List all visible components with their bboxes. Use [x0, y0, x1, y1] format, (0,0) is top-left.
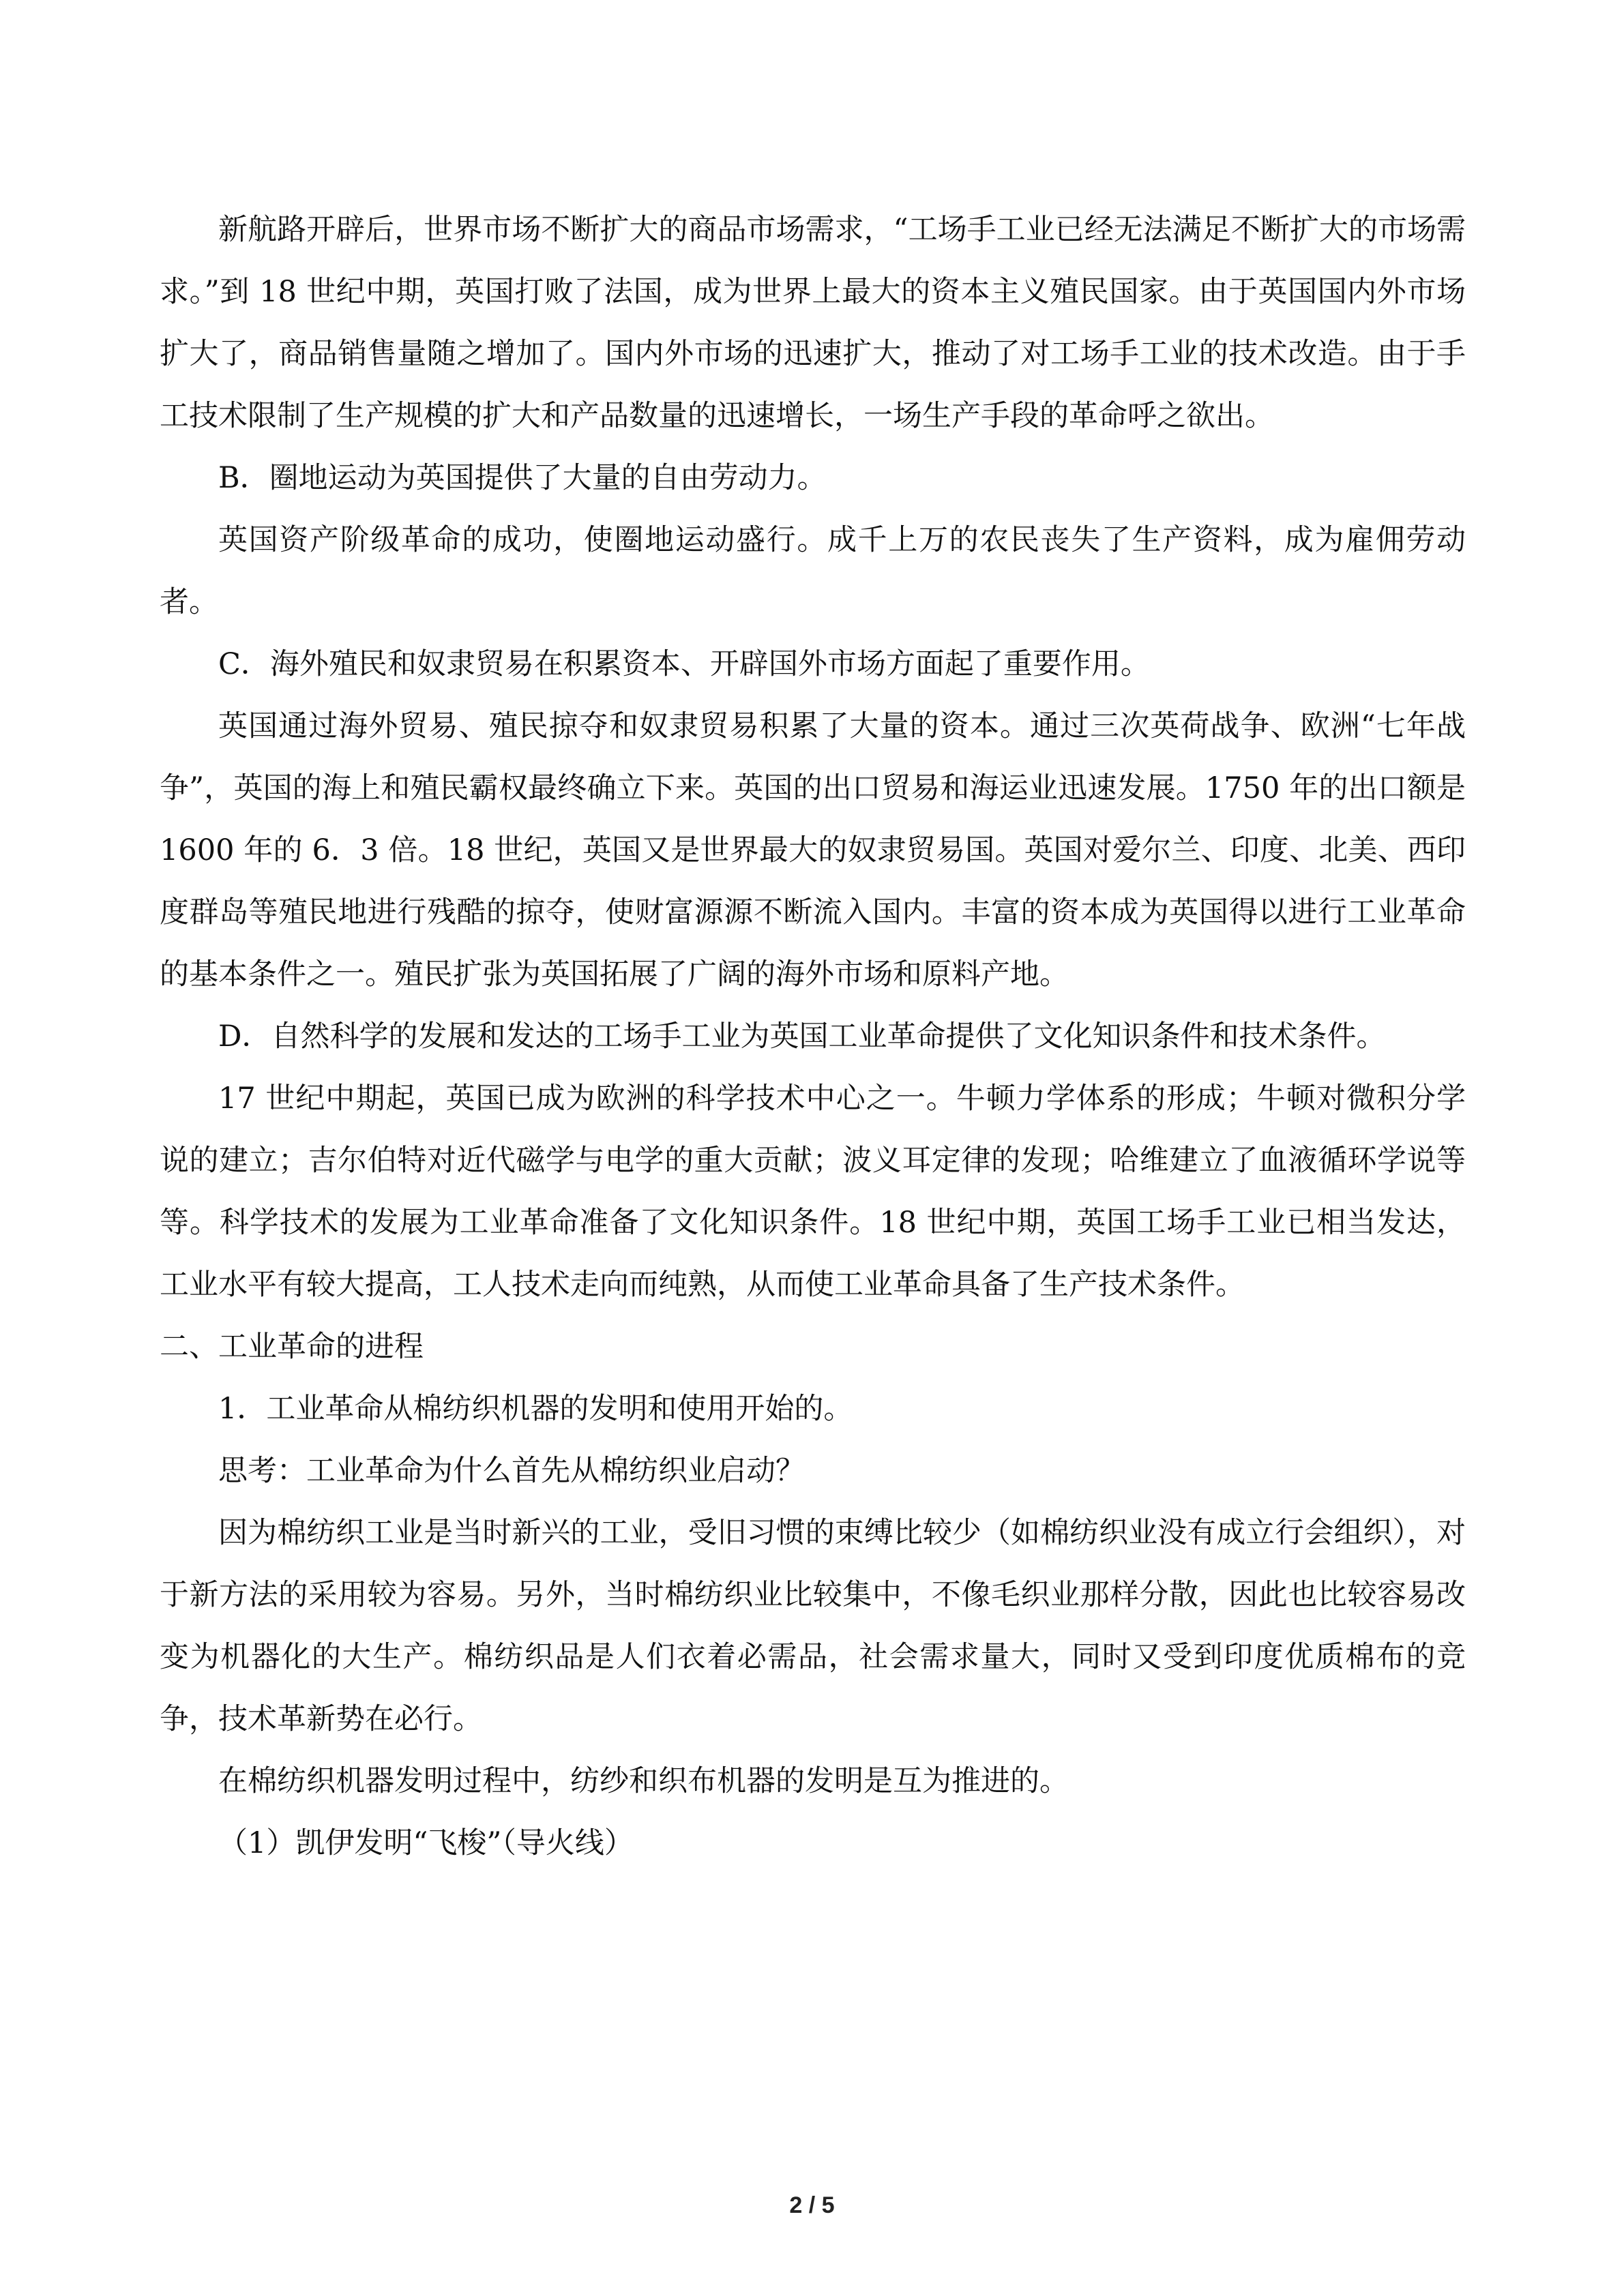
- paragraph-enclosure-heading: B．圈地运动为英国提供了大量的自由劳动力。: [218, 461, 827, 495]
- page-number: 2 / 5: [789, 2192, 835, 2218]
- paragraph-colonial-heading: C．海外殖民和奴隶贸易在积累资本、开辟国外市场方面起了重要作用。: [218, 647, 1150, 681]
- paragraph-market-demand: 新航路开辟后，世界市场不断扩大的商品市场需求，“工场手工业已经无法满足不断扩大的市场需求。”到 18 世纪中期，英国打败了法国，成为世界上最大的资本主义殖民国家。由于英国国内外市场扩大了，商品销售量随之增加了。国内外市场的迅速扩大，推动了对工场手工业的技术改造。由于手工技术限制了生产规模的扩大和产品数量的迅速增长，一场生产手段的革命呼之欲出。: [160, 213, 1466, 433]
- paragraph-colonial-body: 英国通过海外贸易、殖民掠夺和奴隶贸易积累了大量的资本。通过三次英荷战争、欧洲“七年战争”，英国的海上和殖民霸权最终确立下来。英国的出口贸易和海运业迅速发展。1750 年的出口额是 1600 年的 6．3 倍。18 世纪，英国又是世界最大的奴隶贸易国。英国对爱尔兰、印度、北美、西印度群岛等殖民地进行残酷的掠夺，使财富源源不断流入国内。丰富的资本成为英国得以进行工业革命的基本条件之一。殖民扩张为英国拓展了广阔的海外市场和原料产地。: [160, 709, 1466, 992]
- paragraph-cotton-reason: 因为棉纺织工业是当时新兴的工业，受旧习惯的束缚比较少（如棉纺织业没有成立行会组织），对于新方法的采用较为容易。另外，当时棉纺织业比较集中，不像毛织业那样分散，因此也比较容易改变为机器化的大生产。棉纺织品是人们衣着必需品，社会需求量大，同时又受到印度优质棉布的竞争，技术革新势在必行。: [160, 1516, 1466, 1736]
- paragraph-science-heading: D．自然科学的发展和发达的工场手工业为英国工业革命提供了文化知识条件和技术条件。: [218, 1019, 1386, 1054]
- paragraph-invention-process: 在棉纺织机器发明过程中，纺纱和织布机器的发明是互为推进的。: [218, 1764, 1069, 1798]
- paragraph-science-body: 17 世纪中期起，英国已成为欧洲的科学技术中心之一。牛顿力学体系的形成；牛顿对微积分学说的建立；吉尔伯特对近代磁学与电学的重大贡献；波义耳定律的发现；哈维建立了血液循环学说等等。科学技术的发展为工业革命准备了文化知识条件。18 世纪中期，英国工场手工业已相当发达，工业水平有较大提高，工人技术走向而纯熟，从而使工业革命具备了生产技术条件。: [160, 1082, 1466, 1302]
- paragraph-cotton-start: 1．工业革命从棉纺织机器的发明和使用开始的。: [218, 1392, 853, 1426]
- paragraph-think-question: 思考：工业革命为什么首先从棉纺织业启动？: [218, 1454, 805, 1488]
- paragraph-enclosure-body: 英国资产阶级革命的成功，使圈地运动盛行。成千上万的农民丧失了生产资料，成为雇佣劳动者。: [160, 523, 1466, 619]
- document-body: [160, 199, 1466, 1875]
- paragraph-flying-shuttle: （1）凯伊发明“飞梭”（导火线）: [218, 1826, 634, 1860]
- section-heading-process: 二、工业革命的进程: [160, 1330, 424, 1364]
